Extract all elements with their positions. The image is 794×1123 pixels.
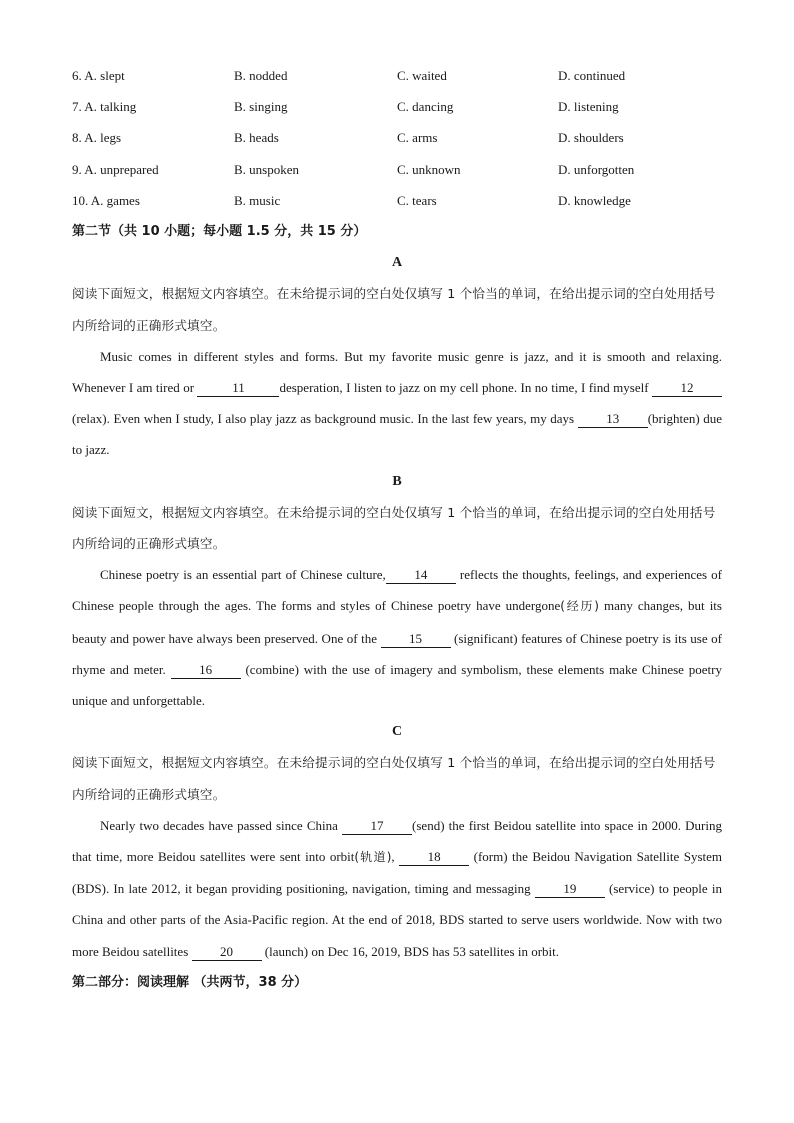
- part2-title: 第二部分：阅读理解 （共两节，38 分）: [72, 974, 308, 990]
- blank-12[interactable]: 12: [652, 380, 722, 397]
- passage-b-label: B: [392, 473, 402, 489]
- option-a: 9. A. unprepared: [72, 161, 159, 177]
- option-row-10: [72, 185, 722, 216]
- blank-13[interactable]: 13: [578, 411, 648, 428]
- option-row-6: [72, 60, 722, 91]
- option-row-8: [72, 122, 722, 153]
- option-a: 6. A. slept: [72, 68, 125, 83]
- passage-c-text: Nearly two decades have passed since China 17 (send) the first Beidou satellite into space in 2000. During that time, more Beidou satellites were sent into orbit(轨道), 18 (form) the Beidou Navigation Satellite System (BDS). In late 2012, it began providing positioning, navigation, timing and messaging 19 (service) to people in China and other parts of the Asia-Pacific region. At the end of 2018, BDS started to serve users worldwide. Now with two more Beidou satellites 20 (launch) on Dec 16, 2019, BDS has 53 satellites in orbit.: [72, 817, 723, 959]
- blank-11[interactable]: 11: [197, 380, 279, 397]
- blank-18[interactable]: 18: [399, 849, 469, 866]
- passage-a-text: Music comes in different styles and forms. But my favorite music genre is jazz, and it is smooth and relaxing. Whenever I am tired or 11 desperation, I listen to jazz on my cell phone. In no time, I find myself 12(relax). Even when I study, I also play jazz as background music. In the last few years, my days 13 (brighten) due to jazz.: [72, 348, 722, 458]
- passage-c-instruction: 阅读下面短文，根据短文内容填空。在未给提示词的空白处仅填写 1 个恰当的单词，在给出提示词的空白处用括号内所给词的正确形式填空。: [72, 755, 716, 802]
- option-d: D. unforgotten: [558, 161, 635, 177]
- passage-a-label: A: [391, 255, 403, 271]
- option-b: B. heads: [234, 130, 279, 146]
- blank-19[interactable]: 19: [535, 881, 605, 898]
- option-a: 8. A. legs: [72, 130, 122, 146]
- option-d: D. listening: [558, 99, 619, 115]
- passage-b-instruction: 阅读下面短文，根据短文内容填空。在未给提示词的空白处仅填写 1 个恰当的单词，在给出提示词的空白处用括号内所给词的正确形式填空。: [72, 504, 716, 551]
- passage-b-text: Chinese poetry is an essential part of Chinese culture, 14 reflects the thoughts, feelings, and experiences of Chinese people through the ages. The forms and styles of Chinese poetry have undergone(经历) many changes, but its beauty and power have always been preserved. One of the 15 (significant) features of Chinese poetry is its use of rhyme and meter. 16 (combine) with the use of imagery and symbolism, these elements make Chinese poetry unique and unforgettable.: [72, 567, 722, 708]
- option-c: C. dancing: [397, 99, 454, 115]
- option-row-7: [72, 91, 722, 122]
- option-a: 10. A. games: [72, 192, 140, 208]
- exam-page: [72, 60, 722, 998]
- blank-20[interactable]: 20: [192, 944, 262, 961]
- option-b: B. unspoken: [234, 161, 299, 177]
- option-b: B. singing: [234, 99, 288, 115]
- option-b: B. nodded: [234, 68, 288, 83]
- option-d: D. shoulders: [558, 130, 624, 146]
- option-b: B. music: [234, 192, 281, 208]
- option-a: 7. A. talking: [72, 99, 137, 115]
- option-row-9: [72, 154, 722, 185]
- blank-17[interactable]: 17: [342, 818, 412, 835]
- blank-16[interactable]: 16: [171, 662, 241, 679]
- blank-15[interactable]: 15: [381, 631, 451, 648]
- option-d: D. knowledge: [558, 192, 631, 208]
- section2-title: 第二节（共 10 小题；每小题 1.5 分，共 15 分）: [72, 223, 367, 239]
- option-d: D. continued: [558, 68, 626, 83]
- option-c: C. tears: [397, 192, 437, 208]
- option-c: C. unknown: [397, 161, 461, 177]
- option-c: C. waited: [397, 68, 447, 83]
- option-c: C. arms: [397, 130, 438, 146]
- passage-a-instruction: 阅读下面短文，根据短文内容填空。在未给提示词的空白处仅填写 1 个恰当的单词，在给出提示词的空白处用括号内所给词的正确形式填空。: [72, 286, 716, 333]
- blank-14[interactable]: 14: [386, 567, 456, 584]
- passage-c-label: C: [391, 724, 403, 740]
